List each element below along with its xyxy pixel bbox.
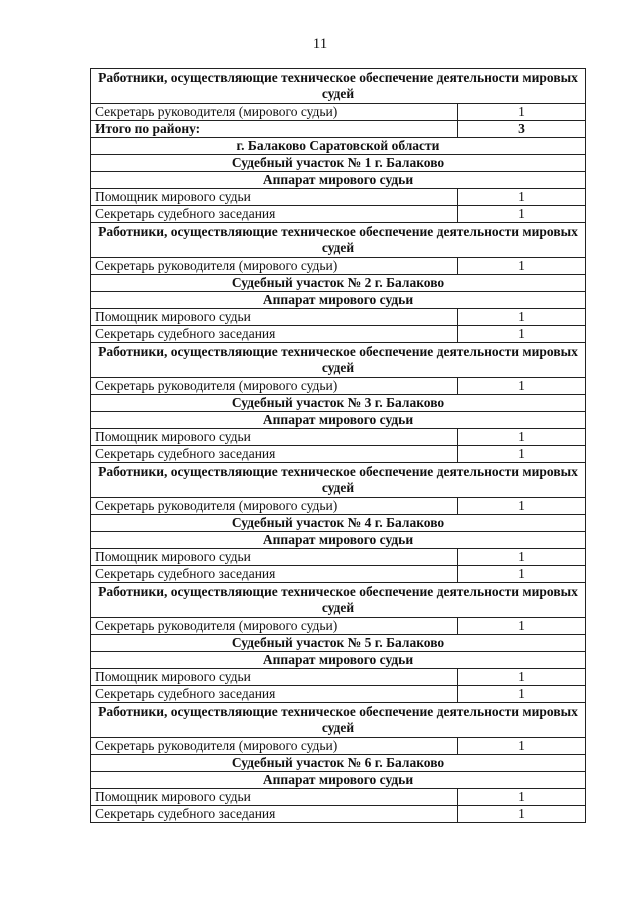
position-name: Секретарь судебного заседания — [91, 686, 458, 703]
section-heading: Аппарат мирового судьи — [91, 772, 586, 789]
position-row — [91, 789, 586, 806]
position-count: 1 — [458, 326, 586, 343]
position-count: 1 — [458, 104, 586, 121]
total-count: 3 — [458, 121, 586, 138]
section-heading-row — [91, 292, 586, 309]
position-row — [91, 686, 586, 703]
position-row — [91, 498, 586, 515]
position-count: 1 — [458, 618, 586, 635]
position-count: 1 — [458, 549, 586, 566]
position-name: Секретарь судебного заседания — [91, 206, 458, 223]
position-row — [91, 309, 586, 326]
position-row — [91, 806, 586, 823]
section-heading-row — [91, 223, 586, 258]
section-heading-row — [91, 583, 586, 618]
section-heading-row — [91, 652, 586, 669]
position-row — [91, 326, 586, 343]
section-heading: Аппарат мирового судьи — [91, 292, 586, 309]
position-row — [91, 566, 586, 583]
section-heading-row — [91, 772, 586, 789]
position-count: 1 — [458, 206, 586, 223]
section-heading: Судебный участок № 3 г. Балаково — [91, 395, 586, 412]
section-heading: Работники, осуществляющие техническое обеспечение деятельности мировых судей — [91, 463, 586, 498]
section-heading: Работники, осуществляющие техническое обеспечение деятельности мировых судей — [91, 703, 586, 738]
position-count: 1 — [458, 789, 586, 806]
section-heading: Работники, осуществляющие техническое обеспечение деятельности мировых судей — [91, 69, 586, 104]
position-row — [91, 669, 586, 686]
position-count: 1 — [458, 309, 586, 326]
position-name: Секретарь руководителя (мирового судьи) — [91, 618, 458, 635]
section-heading-row — [91, 532, 586, 549]
position-count: 1 — [458, 669, 586, 686]
position-row — [91, 549, 586, 566]
position-name: Помощник мирового судьи — [91, 549, 458, 566]
position-row — [91, 738, 586, 755]
section-heading: Судебный участок № 1 г. Балаково — [91, 155, 586, 172]
position-name: Секретарь руководителя (мирового судьи) — [91, 258, 458, 275]
section-heading-row — [91, 412, 586, 429]
page-number: 11 — [312, 36, 328, 52]
section-heading: Судебный участок № 2 г. Балаково — [91, 275, 586, 292]
position-name: Секретарь руководителя (мирового судьи) — [91, 378, 458, 395]
position-count: 1 — [458, 686, 586, 703]
section-heading-row — [91, 69, 586, 104]
position-name: Секретарь руководителя (мирового судьи) — [91, 498, 458, 515]
position-name: Секретарь судебного заседания — [91, 566, 458, 583]
position-count: 1 — [458, 806, 586, 823]
section-heading: г. Балаково Саратовской области — [91, 138, 586, 155]
position-count: 1 — [458, 378, 586, 395]
position-count: 1 — [458, 566, 586, 583]
section-heading-row — [91, 138, 586, 155]
section-heading: Аппарат мирового судьи — [91, 412, 586, 429]
position-name: Помощник мирового судьи — [91, 669, 458, 686]
position-name: Секретарь руководителя (мирового судьи) — [91, 738, 458, 755]
section-heading-row — [91, 172, 586, 189]
section-heading: Работники, осуществляющие техническое обеспечение деятельности мировых судей — [91, 223, 586, 258]
position-name: Помощник мирового судьи — [91, 429, 458, 446]
section-heading-row — [91, 703, 586, 738]
position-count: 1 — [458, 429, 586, 446]
position-name: Секретарь руководителя (мирового судьи) — [91, 104, 458, 121]
position-count: 1 — [458, 446, 586, 463]
total-label: Итого по району: — [91, 121, 458, 138]
section-heading-row — [91, 155, 586, 172]
section-heading: Аппарат мирового судьи — [91, 172, 586, 189]
total-row — [91, 121, 586, 138]
section-heading: Аппарат мирового судьи — [91, 532, 586, 549]
section-heading-row — [91, 635, 586, 652]
section-heading: Аппарат мирового судьи — [91, 652, 586, 669]
position-name: Секретарь судебного заседания — [91, 446, 458, 463]
section-heading: Работники, осуществляющие техническое обеспечение деятельности мировых судей — [91, 583, 586, 618]
section-heading-row — [91, 755, 586, 772]
position-row — [91, 378, 586, 395]
position-row — [91, 618, 586, 635]
section-heading-row — [91, 275, 586, 292]
section-heading: Работники, осуществляющие техническое обеспечение деятельности мировых судей — [91, 343, 586, 378]
position-row — [91, 446, 586, 463]
position-name: Секретарь судебного заседания — [91, 326, 458, 343]
section-heading: Судебный участок № 5 г. Балаково — [91, 635, 586, 652]
section-heading-row — [91, 515, 586, 532]
position-count: 1 — [458, 258, 586, 275]
staffing-table — [90, 68, 586, 823]
position-row — [91, 104, 586, 121]
section-heading: Судебный участок № 6 г. Балаково — [91, 755, 586, 772]
position-row — [91, 206, 586, 223]
position-row — [91, 429, 586, 446]
position-row — [91, 189, 586, 206]
position-count: 1 — [458, 738, 586, 755]
position-row — [91, 258, 586, 275]
position-name: Помощник мирового судьи — [91, 789, 458, 806]
section-heading-row — [91, 463, 586, 498]
position-name: Помощник мирового судьи — [91, 189, 458, 206]
position-count: 1 — [458, 498, 586, 515]
section-heading-row — [91, 343, 586, 378]
position-name: Помощник мирового судьи — [91, 309, 458, 326]
section-heading-row — [91, 395, 586, 412]
position-count: 1 — [458, 189, 586, 206]
section-heading: Судебный участок № 4 г. Балаково — [91, 515, 586, 532]
position-name: Секретарь судебного заседания — [91, 806, 458, 823]
